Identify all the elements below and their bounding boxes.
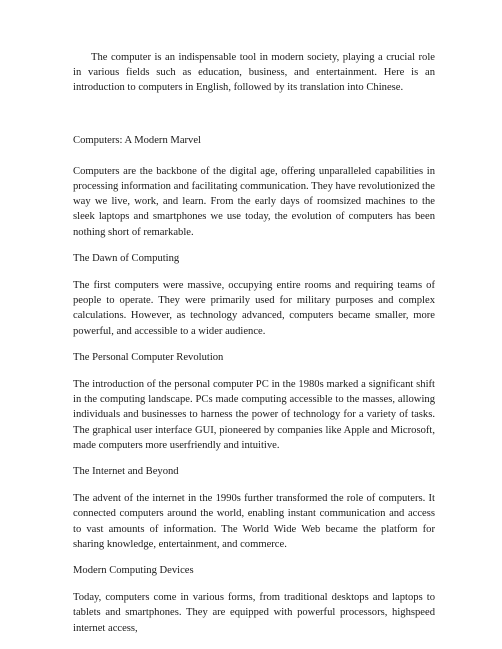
spacer [73,552,435,563]
section-heading-internet: The Internet and Beyond [73,466,179,478]
spacer [73,365,435,377]
section-heading-dawn: The Dawn of Computing [73,252,180,264]
section-heading-pc-revolution: The Personal Computer Revolution [73,351,224,363]
title-paragraph: Computers are the backbone of the digital age, offering unparalleled capabilities in processing information and facilitating communication. They have revolutionized the way we live, work, and learn. From the early days of roomsized machines to the sleek laptops and smartphones we use today, the evolution of computers has been nothing short of remarkable. [73,165,435,238]
section-paragraph-pc-revolution: The introduction of the personal computer PC in the 1980s marked a significant shift in the computing landscape. PCs made computing accessible to the masses, allowing individuals and businesses to harness the power of technology for a variety of tasks. The graphical user interface GUI, pioneered by companies like Apple and Microsoft, made computers more userfriendly and intuitive. [73,379,435,451]
section-paragraph-internet: The advent of the internet in the 1990s further transformed the role of computers. It connected computers around the world, enabling instant communication and access to vast amounts of information. The World Wide Web became the platform for sharing knowledge, entertainment, and commerce. [73,493,435,550]
spacer [73,578,435,590]
spacer [73,96,435,133]
document-title: Computers: A Modern Marvel [73,134,201,146]
section-paragraph-modern-devices: Today, computers come in various forms, from traditional desktops and laptops to tablets and smartphones. They are equipped with powerful processors, highspeed internet access, [73,592,435,634]
document-page [73,50,435,636]
section-paragraph-dawn: The first computers were massive, occupying entire rooms and requiring teams of people to operate. They were primarily used for military purposes and complex calculations. However, as technology advanced, computers became smaller, more powerful, and accessible to a wider audience. [73,280,435,337]
section-heading-modern-devices: Modern Computing Devices [73,565,194,577]
spacer [73,148,435,164]
spacer [73,266,435,278]
spacer [73,339,435,350]
spacer [73,240,435,251]
intro-paragraph: The computer is an indispensable tool in modern society, playing a crucial role in various fields such as education, business, and entertainment. Here is an introduction to computers in English, followed by its translation into Chinese. [73,52,435,94]
spacer [73,479,435,491]
spacer [73,453,435,464]
